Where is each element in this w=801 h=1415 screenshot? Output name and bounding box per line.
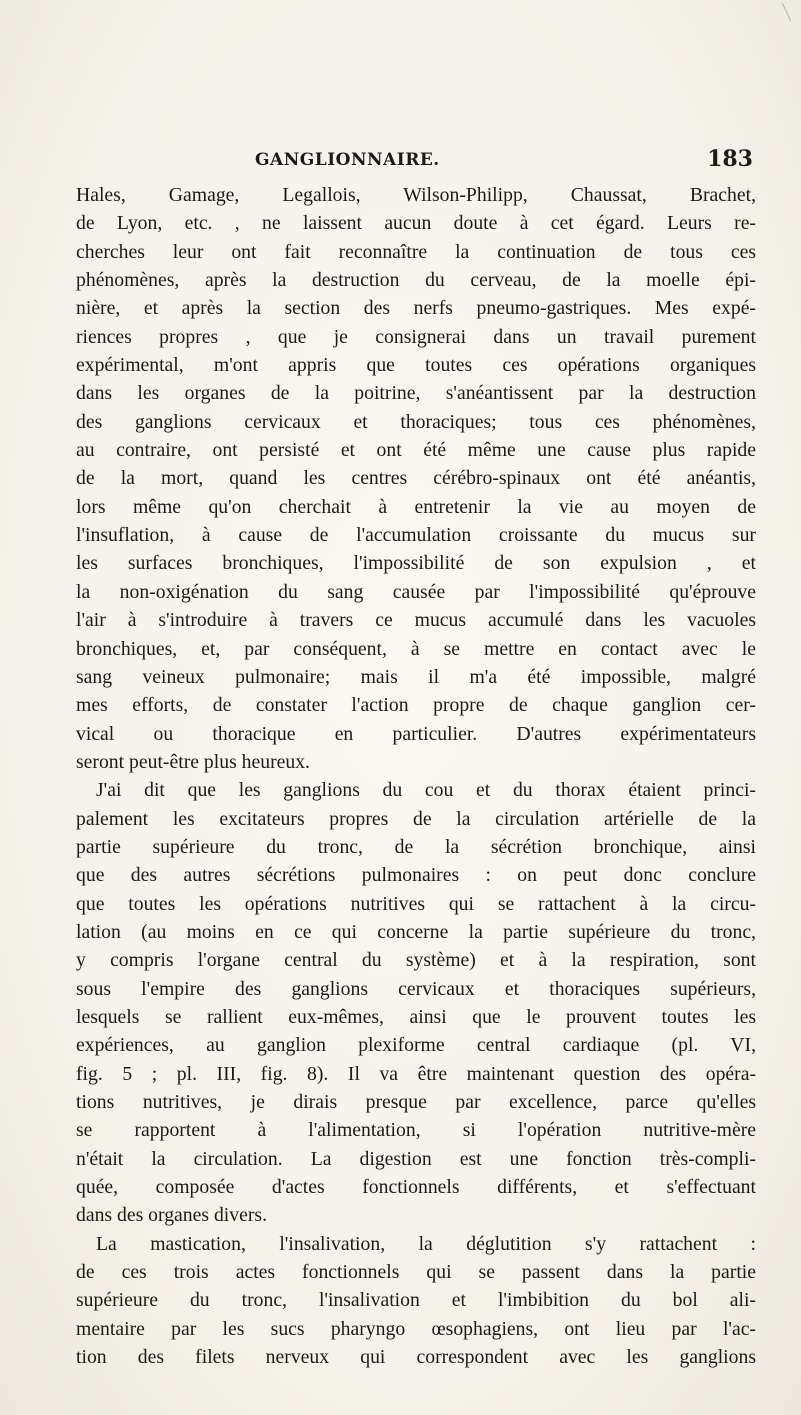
- text-line: mes efforts, de constater l'action propre de chaque ganglion cer-: [76, 694, 756, 717]
- text-line: Hales, Gamage, Legallois, Wilson-Philipp, Chaussat, Brachet,: [76, 184, 756, 206]
- text-line: cherches leur ont fait reconnaître la continuation de tous ces: [76, 240, 756, 263]
- text-line: la non-oxigénation du sang causée par l'impossibilité qu'éprouve: [76, 580, 756, 603]
- text-line: de ces trois actes fonctionnels qui se passent dans la partie: [76, 1261, 756, 1284]
- text-line: quée, composée d'actes fonctionnels différents, et s'effectuant: [76, 1176, 756, 1199]
- text-line: n'était la circulation. La digestion est une fonction très-compli-: [76, 1147, 756, 1170]
- text-line: que toutes les opérations nutritives qui se rattachent à la circu-: [76, 892, 756, 915]
- text-line: se rapportent à l'alimentation, si l'opération nutritive-mère: [76, 1119, 756, 1142]
- text-line: l'air à s'introduire à travers ce mucus accumulé dans les vacuoles: [76, 609, 756, 632]
- text-line: phénomènes, après la destruction du cerveau, de la moelle épi-: [76, 269, 756, 292]
- text-line: sang veineux pulmonaire; mais il m'a été impossible, malgré: [76, 665, 756, 688]
- text-line: des ganglions cervicaux et thoraciques; tous ces phénomènes,: [76, 410, 756, 433]
- margin-mark: [782, 3, 791, 22]
- text-line: dans les organes de la poitrine, s'anéantissent par la destruction: [76, 382, 756, 405]
- text-line: lors même qu'on cherchait à entretenir la vie au moyen de: [76, 495, 756, 518]
- text-line: expériences, au ganglion plexiforme central cardiaque (pl. VI,: [76, 1034, 756, 1057]
- text-line: palement les excitateurs propres de la circulation artérielle de la: [76, 807, 756, 830]
- text-line: lesquels se rallient eux-mêmes, ainsi que le prouvent toutes les: [76, 1005, 756, 1028]
- text-line: au contraire, ont persisté et ont été même une cause plus rapide: [76, 439, 756, 462]
- text-line: sous l'empire des ganglions cervicaux et thoraciques supérieurs,: [76, 977, 756, 1000]
- text-line: que des autres sécrétions pulmonaires : on peut donc conclure: [76, 864, 756, 887]
- text-line: lation (au moins en ce qui concerne la partie supérieure du tronc,: [76, 920, 756, 943]
- text-line: nière, et après la section des nerfs pneumo-gastriques. Mes expé-: [76, 297, 756, 320]
- paragraph-end-line: dans des organes divers.: [76, 1204, 268, 1227]
- text-line: de Lyon, etc. , ne laissent aucun doute à cet égard. Leurs re-: [76, 212, 756, 235]
- running-title: GANGLIONNAIRE.: [255, 150, 440, 170]
- text-line: l'insuflation, à cause de l'accumulation croissante du mucus sur: [76, 524, 756, 547]
- text-line: vical ou thoracique en particulier. D'autres expérimentateurs: [76, 722, 756, 745]
- text-line: expérimental, m'ont appris que toutes ces opérations organiques: [76, 354, 756, 377]
- text-line: les surfaces bronchiques, l'impossibilité de son expulsion , et: [76, 552, 756, 575]
- text-line: fig. 5 ; pl. III, fig. 8). Il va être maintenant question des opéra-: [76, 1062, 756, 1085]
- text-line: de la mort, quand les centres cérébro-spinaux ont été anéantis,: [76, 467, 756, 490]
- paragraph-start-line: J'ai dit que les ganglions du cou et du thorax étaient princi-: [96, 779, 756, 802]
- paragraph-end-line: seront peut-être plus heureux.: [76, 750, 310, 773]
- text-line: tion des filets nerveux qui correspondent avec les ganglions: [76, 1346, 756, 1369]
- body-text: [76, 181, 756, 1371]
- text-line: tions nutritives, je dirais presque par excellence, parce qu'elles: [76, 1091, 756, 1113]
- text-line: partie supérieure du tronc, de la sécrétion bronchique, ainsi: [76, 835, 756, 858]
- page-number: 183: [707, 146, 753, 172]
- text-line: y compris l'organe central du système) et à la respiration, sont: [76, 949, 756, 972]
- page-header: [255, 146, 753, 176]
- text-line: bronchiques, et, par conséquent, à se mettre en contact avec le: [76, 637, 756, 660]
- text-line: mentaire par les sucs pharyngo œsophagiens, ont lieu par l'ac-: [76, 1317, 756, 1340]
- text-line: supérieure du tronc, l'insalivation et l'imbibition du bol ali-: [76, 1289, 756, 1312]
- text-line: riences propres , que je consignerai dans un travail purement: [76, 325, 756, 348]
- paragraph-start-line: La mastication, l'insalivation, la déglutition s'y rattachent :: [96, 1232, 756, 1255]
